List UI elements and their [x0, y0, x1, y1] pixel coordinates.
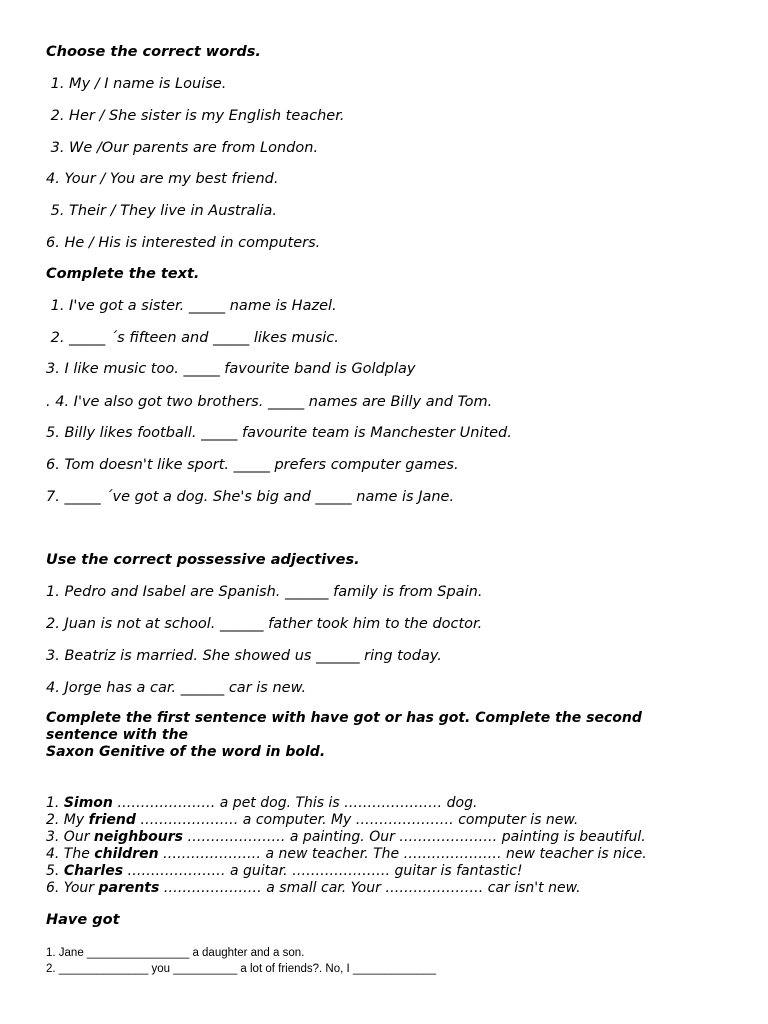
section-heading-have-got-line1: Complete the first sentence with have got or has got. Complete the second: [46, 710, 642, 726]
exercise-item: 3. Beatriz is married. She showed us ______ ring today.: [46, 648, 442, 664]
section-heading-possessive: Use the correct possessive adjectives.: [46, 552, 360, 568]
exercise-item: 6. Tom doesn't like sport. _____ prefers computer games.: [46, 457, 459, 473]
exercise-item: 4. The children ………………… a new teacher. The ………………… new teacher is nice.: [46, 846, 647, 862]
exercise-item: 1. I've got a sister. _____ name is Hazel.: [46, 298, 337, 314]
exercise-item: 2. Juan is not at school. ______ father took him to the doctor.: [46, 616, 483, 632]
section-heading-have-got-line3: Saxon Genitive of the word in bold.: [46, 744, 326, 760]
exercise-item: 7. _____ ´ve got a dog. She's big and _____ name is Jane.: [46, 489, 455, 505]
exercise-item: 3. Our neighbours ………………… a painting. Our ………………… painting is beautiful.: [46, 829, 646, 845]
section-heading-choose: Choose the correct words.: [46, 44, 261, 60]
exercise-item: 1. Pedro and Isabel are Spanish. ______ family is from Spain.: [46, 584, 483, 600]
exercise-item: 2. My friend ………………… a computer. My ………………… computer is new.: [46, 812, 579, 828]
exercise-item: . 4. I've also got two brothers. _____ names are Billy and Tom.: [46, 394, 493, 410]
exercise-item: 6. Your parents ………………… a small car. Your ………………… car isn't new.: [46, 880, 581, 896]
section-heading-complete-text: Complete the text.: [46, 266, 200, 282]
exercise-item: 5. Billy likes football. _____ favourite team is Manchester United.: [46, 425, 512, 441]
exercise-item: 5. Charles ………………… a guitar. ………………… guitar is fantastic!: [46, 863, 523, 879]
section-heading-have-got: Have got: [46, 912, 120, 928]
exercise-item: 1. My / I name is Louise.: [46, 76, 227, 92]
section-heading-have-got-line2: sentence with the: [46, 727, 189, 743]
exercise-item: 3. I like music too. _____ favourite band is Goldplay: [46, 361, 416, 377]
exercise-item: 2. Her / She sister is my English teacher.: [46, 108, 345, 124]
exercise-item: 4. Your / You are my best friend.: [46, 171, 279, 187]
exercise-item: 4. Jorge has a car. ______ car is new.: [46, 680, 307, 696]
exercise-item: 1. Jane ________________ a daughter and a son.: [46, 947, 305, 959]
exercise-item: 2. _____ ´s fifteen and _____ likes music.: [46, 330, 339, 346]
exercise-item: 6. He / His is interested in computers.: [46, 235, 321, 251]
exercise-item: 2. ______________ you __________ a lot of friends?. No, I _____________: [46, 963, 437, 975]
exercise-item: 5. Their / They live in Australia.: [46, 203, 278, 219]
exercise-item: 3. We /Our parents are from London.: [46, 140, 319, 156]
exercise-item: 1. Simon ………………… a pet dog. This is ………………… dog.: [46, 795, 478, 811]
